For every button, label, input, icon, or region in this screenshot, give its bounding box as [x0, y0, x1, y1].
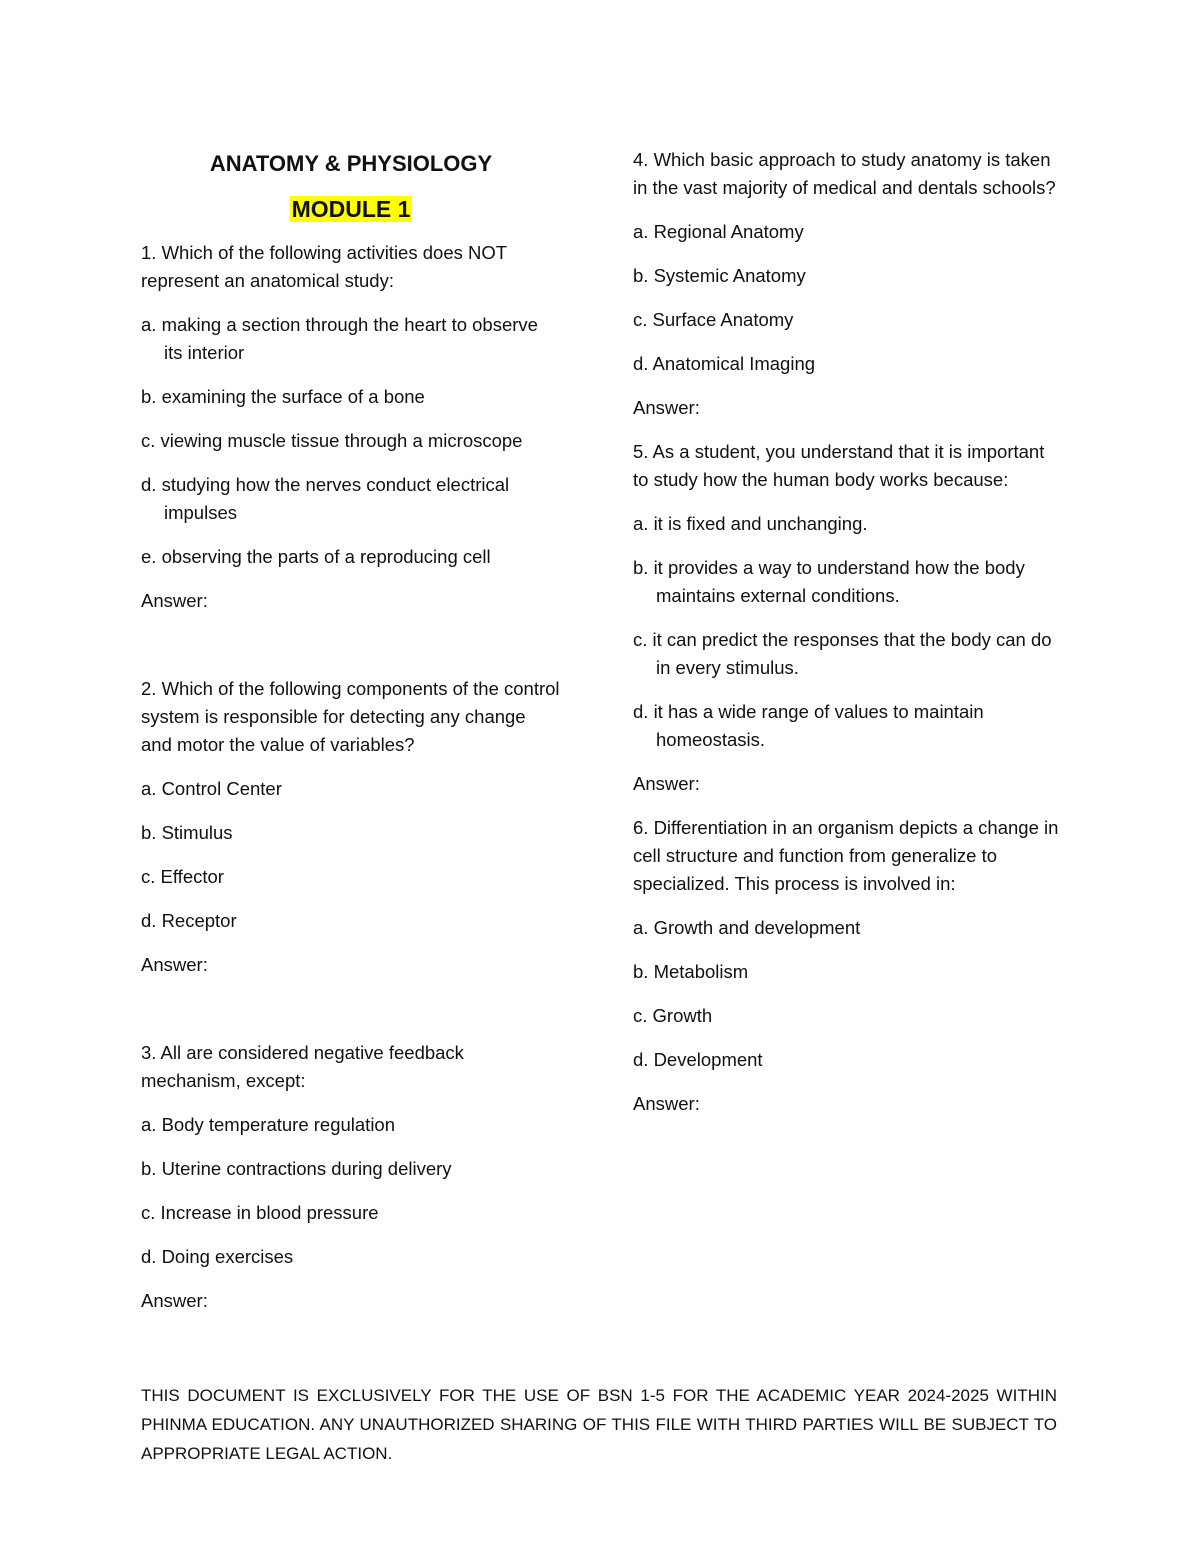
- option-c: c. Growth: [633, 1005, 713, 1026]
- question-stem: 4. Which basic approach to study anatomy is taken in the vast majority of medical and dentals schools?: [633, 149, 1056, 198]
- option-b: b. Stimulus: [141, 822, 233, 843]
- answer-label: Answer:: [633, 1093, 700, 1114]
- answer-label: Answer:: [633, 397, 700, 418]
- option-e: e. observing the parts of a reproducing cell: [141, 546, 491, 567]
- answer-label: Answer:: [141, 954, 208, 975]
- option-a: a. Control Center: [141, 778, 282, 799]
- option-a: a. Body temperature regulation: [141, 1114, 396, 1135]
- module-heading: [141, 194, 561, 225]
- option-a: a. Regional Anatomy: [633, 221, 804, 242]
- option-b: b. Systemic Anatomy: [633, 265, 806, 286]
- option-b: b. examining the surface of a bone: [141, 386, 425, 407]
- question-stem: 1. Which of the following activities does NOT represent an anatomical study:: [141, 242, 507, 291]
- answer-label: Answer:: [633, 773, 700, 794]
- copyright-notice: THIS DOCUMENT IS EXCLUSIVELY FOR THE USE OF BSN 1-5 FOR THE ACADEMIC YEAR 2024-2025 WITHIN PHINMA EDUCATION. ANY UNAUTHORIZED SHARING OF THIS FILE WITH THIRD PARTIES WILL BE SUBJECT TO APPROPRIATE LEGAL ACTION.: [141, 1386, 1057, 1463]
- left-column: [141, 146, 561, 1331]
- option-a: a. Growth and development: [633, 917, 861, 938]
- option-c: c. it can predict the responses that the body can do in every stimulus.: [633, 629, 1052, 678]
- question-4: [633, 146, 1063, 422]
- option-d: d. Development: [633, 1049, 763, 1070]
- option-c: c. Increase in blood pressure: [141, 1202, 379, 1223]
- option-d: d. Doing exercises: [141, 1246, 294, 1267]
- question-1: [141, 239, 561, 615]
- question-stem: 2. Which of the following components of the control system is responsible for detecting any change and motor the value of variables?: [141, 678, 560, 755]
- option-b: b. Metabolism: [633, 961, 749, 982]
- option-b: b. it provides a way to understand how the body maintains external conditions.: [633, 557, 1025, 606]
- option-d: d. it has a wide range of values to maintain homeostasis.: [633, 701, 984, 750]
- question-stem: 3. All are considered negative feedback mechanism, except:: [141, 1042, 464, 1091]
- question-2: [141, 675, 561, 979]
- right-column: [633, 146, 1063, 1134]
- answer-label: Answer:: [141, 1290, 208, 1311]
- module-label: MODULE 1: [291, 196, 411, 222]
- option-a: a. making a section through the heart to observe its interior: [141, 314, 538, 363]
- option-d: d. Anatomical Imaging: [633, 353, 816, 374]
- option-b: b. Uterine contractions during delivery: [141, 1158, 452, 1179]
- option-c: c. Effector: [141, 866, 224, 887]
- option-a: a. it is fixed and unchanging.: [633, 513, 868, 534]
- answer-label: Answer:: [141, 590, 208, 611]
- document-title: ANATOMY & PHYSIOLOGY: [209, 151, 493, 176]
- option-c: c. viewing muscle tissue through a microscope: [141, 430, 523, 451]
- option-d: d. Receptor: [141, 910, 237, 931]
- question-6: [633, 814, 1063, 1118]
- question-3: [141, 1039, 561, 1315]
- question-5: [633, 438, 1063, 798]
- question-stem: 5. As a student, you understand that it is important to study how the human body works because:: [633, 441, 1045, 490]
- option-c: c. Surface Anatomy: [633, 309, 794, 330]
- option-d: d. studying how the nerves conduct electrical impulses: [141, 474, 510, 523]
- question-stem: 6. Differentiation in an organism depicts a change in cell structure and function from generalize to specialized. This process is involved in:: [633, 817, 1059, 894]
